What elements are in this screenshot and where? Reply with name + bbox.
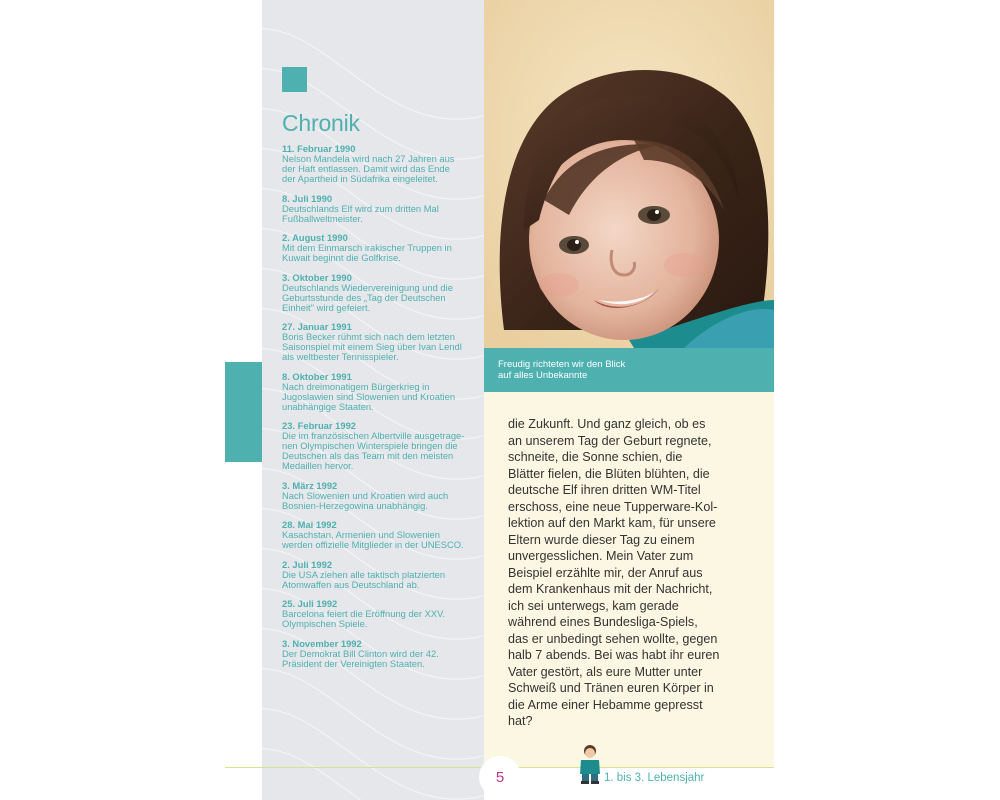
entry-line: Der Demokrat Bill Clinton wird der 42. — [282, 647, 439, 659]
entry-line: Medaillen hervor. — [282, 460, 354, 471]
caption-line: auf alles Unbekannte — [498, 370, 588, 381]
body-line: Schweiß und Tränen euren Körper in — [508, 681, 714, 695]
body-line: an unserem Tag der Geburt regnete, — [508, 433, 712, 448]
entry-line: Nach Slowenien und Kroatien wird auch — [282, 489, 449, 501]
entry-date: 3. März 1992 — [282, 479, 338, 491]
chronik-entry — [282, 144, 472, 184]
entry-text — [282, 332, 472, 362]
chronik-entry — [282, 194, 472, 224]
body-line: die Arme einer Hebamme gepresst — [508, 697, 703, 712]
entry-text — [282, 649, 472, 669]
entry-line: der Apartheid in Südafrika eingeleitet. — [282, 173, 438, 184]
entry-text — [282, 431, 472, 471]
chronik-entry — [282, 481, 472, 511]
entry-line: unabhängige Staaten. — [282, 400, 374, 412]
body-line: hat? — [508, 714, 533, 728]
entry-text — [282, 530, 472, 550]
entry-text — [282, 283, 472, 313]
entry-line: Boris Becker rühmt sich nach dem letzten — [282, 331, 455, 342]
body-line: dem Krankenhaus mit der Nachricht, — [508, 582, 713, 596]
photo-caption — [484, 348, 774, 392]
entry-date: 2. Juli 1992 — [282, 558, 333, 570]
chronik-list — [282, 144, 472, 678]
body-line: deutsche Elf ihren dritten WM-Titel — [508, 483, 701, 497]
entry-line: Deutschlands Wiedervereinigung und die — [282, 281, 453, 293]
entry-date: 3. November 1992 — [282, 637, 362, 649]
entry-line: Saisonspiel mit einem Sieg über Ivan Lendl — [282, 341, 462, 352]
entry-line: werden offizielle Mitglieder in der UNESCO. — [282, 539, 464, 550]
entry-line: Deutschen als das Team mit den meisten — [282, 450, 454, 461]
entry-line: Nelson Mandela wird nach 27 Jahren aus — [282, 153, 455, 164]
entry-line: Fußballweltmeister. — [282, 212, 363, 224]
entry-line: Mit dem Einmarsch irakischer Truppen in — [282, 242, 452, 253]
entry-line: Jugoslawien sind Slowenien und Kroatien — [282, 390, 456, 402]
body-line: halb 7 abends. Bei was habt ihr euren — [508, 648, 720, 662]
caption-line: Freudig richteten wir den Blick — [498, 359, 626, 370]
body-line: Beispiel erzählte mir, der Anruf aus — [508, 565, 703, 580]
entry-line: der Haft entlassen. Damit wird das Ende — [282, 163, 450, 174]
entry-line: Präsident der Vereinigten Staaten. — [282, 657, 425, 669]
body-line: lektion auf den Markt kam, für unsere — [508, 516, 716, 530]
entry-date: 2. August 1990 — [282, 232, 348, 243]
entry-line: Kasachstan, Armenien und Slowenien — [282, 529, 440, 540]
entry-text — [282, 204, 472, 224]
entry-line: Deutschlands Elf wird zum dritten Mal — [282, 202, 439, 214]
chronik-entry — [282, 233, 472, 263]
entry-line: Nach dreimonatigem Bürgerkrieg in — [282, 380, 430, 392]
chronik-entry — [282, 372, 472, 412]
left-edge-tab — [225, 362, 262, 462]
chronik-marker-square — [282, 67, 307, 92]
body-section — [484, 392, 774, 767]
entry-line: Geburtsstunde des „Tag der Deutschen — [282, 291, 446, 303]
entry-line: Einheit" wird gefeiert. — [282, 301, 371, 313]
entry-text — [282, 491, 472, 511]
entry-date: 8. Juli 1990 — [282, 192, 333, 204]
child-photo — [484, 0, 774, 348]
body-line: während eines Bundesliga-Spiels, — [508, 615, 698, 629]
child-figure-icon — [578, 744, 602, 789]
entry-date: 25. Juli 1992 — [282, 598, 338, 609]
entry-date: 3. Oktober 1990 — [282, 271, 352, 283]
body-line: erschoss, eine neue Tupperware-Kol- — [508, 499, 718, 514]
entry-line: Die USA ziehen alle taktisch platzierten — [282, 568, 446, 580]
entry-text — [282, 243, 472, 263]
entry-date: 8. Oktober 1991 — [282, 370, 352, 382]
chronik-entry — [282, 421, 472, 471]
entry-line: Bosnien-Herzegowina unabhängig. — [282, 499, 428, 511]
chronik-entry — [282, 639, 472, 669]
chronik-sidebar — [262, 0, 484, 800]
chronik-entry — [282, 322, 472, 362]
chronik-title: Chronik — [282, 110, 360, 136]
body-line: die Zukunft. Und ganz gleich, ob es — [508, 417, 706, 431]
entry-line: Olympischen Spiele. — [282, 618, 368, 629]
entry-line: Barcelona feiert die Eröffnung der XXV. — [282, 608, 446, 619]
entry-text — [282, 570, 472, 590]
chronik-entry — [282, 520, 472, 550]
entry-line: als weltbester Tennisspieler. — [282, 351, 399, 362]
body-line: Blätter fielen, die Blüten blühten, die — [508, 466, 710, 481]
chronik-entry — [282, 560, 472, 590]
entry-text — [282, 609, 472, 629]
body-line: unvergesslichen. Mein Vater zum — [508, 549, 694, 563]
entry-text — [282, 154, 472, 184]
entry-text — [282, 382, 472, 412]
chronik-entry — [282, 599, 472, 629]
entry-date: 28. Mai 1992 — [282, 519, 337, 530]
child-portrait-illustration — [484, 0, 774, 348]
entry-line: nen Olympischen Winterspiele bringen die — [282, 440, 458, 451]
body-line: schneite, die Sonne schien, die — [508, 450, 683, 464]
body-line: ich sei unterwegs, kam gerade — [508, 598, 679, 613]
entry-date: 23. Februar 1992 — [282, 420, 357, 431]
body-line: Vater gestört, als eure Mutter unter — [508, 664, 703, 679]
chronik-entry — [282, 273, 472, 313]
page-number: 5 — [479, 756, 521, 798]
body-line: das er unbedingt sehen wollte, gegen — [508, 631, 718, 646]
entry-date: 27. Januar 1991 — [282, 321, 352, 332]
entry-date: 11. Februar 1990 — [282, 143, 356, 154]
body-text — [508, 416, 748, 730]
entry-line: Kuwait beginnt die Golfkrise. — [282, 252, 401, 263]
body-line: Eltern wurde dieser Tag zu einem — [508, 532, 695, 547]
entry-line: Die im französischen Albertville ausgetrage- — [282, 430, 465, 441]
section-label: 1. bis 3. Lebensjahr — [604, 772, 705, 784]
entry-line: Atomwaffen aus Deutschland ab. — [282, 578, 420, 590]
